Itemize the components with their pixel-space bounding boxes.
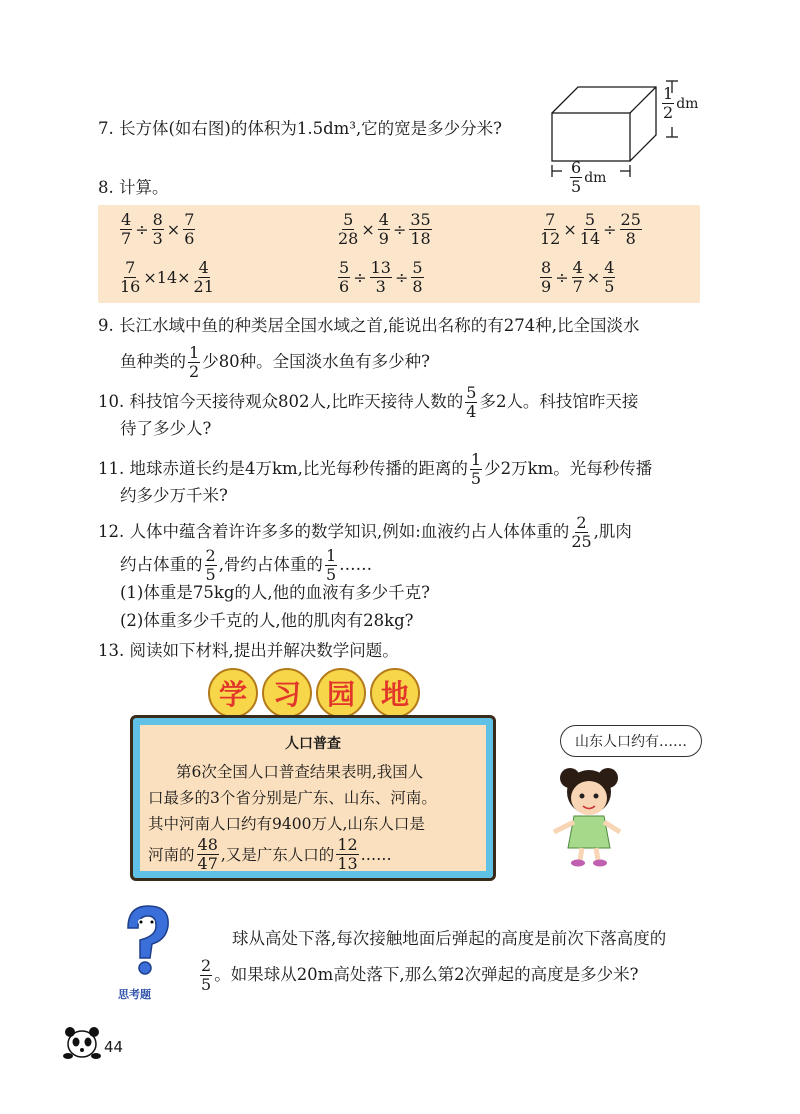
expression-4: $\frac{7}{16}$ ×14× $\frac{4}{21}$ [120, 258, 214, 296]
think-problem-line-1: 球从高处下落,每次接触地面后弹起的高度是前次下落高度的 [232, 929, 667, 948]
question-10-line-2: 待了多少人? [120, 419, 212, 438]
question-11-line-2: 约多少万千米? [120, 486, 228, 505]
question-12-line-2: 约占体重的 $\frac{2}{5}$ ,骨约占体重的 $\frac{1}{5}$ …… [120, 546, 373, 584]
question-7 [98, 118, 502, 140]
question-mark-icon [110, 900, 180, 984]
speech-bubble: 山东人口约有…… [560, 725, 702, 757]
question-11: 11. 地球赤道长约是4万km,比光每秒传播的距离的 $\frac{1}{5}$ 少2万km。光每秒传播 [98, 450, 653, 488]
think-problem-line-2: $\frac{2}{5}$ 。如果球从20m高处落下,那么第2次弹起的高度是多少米? [201, 956, 639, 994]
board-line-4: 河南的 $\frac{48}{47}$ ,又是广东人口的 $\frac{12}{13}$ …… [148, 835, 392, 873]
page-number: 44 [104, 1038, 124, 1056]
expression-2: $\frac{5}{28}$ × $\frac{4}{9}$ ÷ $\frac{35}{18}$ [338, 210, 431, 248]
question-12-sub-1: (1)体重是75kg的人,他的血液有多少千克? [120, 583, 431, 602]
question-9: 9. 长江水域中鱼的种类居全国水域之首,能说出名称的有274种,比全国淡水 [98, 316, 640, 335]
board-title: 人口普查 [285, 736, 341, 752]
question-8: 8. 计算。 [98, 178, 169, 197]
question-12: 12. 人体中蕴含着许许多多的数学知识,例如:血液约占人体体重的 $\frac{2}{25}$ ,肌肉 [98, 513, 632, 551]
question-text: 长方体(如右图)的体积为1.5dm³,它的宽是多少分米? [119, 119, 503, 138]
length-label: $\frac{6}{5}$ dm [571, 158, 607, 196]
banner-char-2: 习 [262, 668, 312, 718]
board-line-1: 第6次全国人口普查结果表明,我国人 [176, 763, 424, 781]
question-9-line-2: 鱼种类的 $\frac{1}{2}$ 少80种。全国淡水鱼有多少种? [120, 343, 431, 381]
board-line-3: 其中河南人口约有9400万人,山东人口是 [148, 815, 425, 833]
girl-illustration [540, 760, 630, 870]
board-line-2: 口最多的3个省分别是广东、山东、河南。 [148, 789, 437, 807]
think-label: 思考题 [118, 988, 151, 1001]
question-12-sub-2: (2)体重多少千克的人,他的肌肉有28kg? [120, 611, 414, 630]
board-content [148, 733, 478, 872]
panda-icon [60, 1022, 104, 1062]
question-number: 7. [98, 119, 114, 138]
height-label: $\frac{1}{2}$ dm [663, 84, 699, 122]
banner-char-3: 园 [316, 668, 366, 718]
expression-5: $\frac{5}{6}$ ÷ $\frac{13}{3}$ ÷ $\frac{5}{8}$ [339, 258, 423, 296]
banner-char-4: 地 [370, 668, 420, 718]
expression-6: $\frac{8}{9}$ ÷ $\frac{4}{7}$ × $\frac{4}{5}$ [541, 258, 615, 296]
question-13: 13. 阅读如下材料,提出并解决数学问题。 [98, 641, 399, 660]
question-10: 10. 科技馆今天接待观众802人,比昨天接待人数的 $\frac{5}{4}$ 多2人。科技馆昨天接 [98, 383, 639, 421]
banner-char-1: 学 [208, 668, 258, 718]
expression-3: $\frac{7}{12}$ × $\frac{5}{14}$ ÷ $\frac{25}{8}$ [540, 210, 641, 248]
expression-1: $\frac{4}{7}$ ÷ $\frac{8}{3}$ × $\frac{7}{6}$ [121, 210, 195, 248]
